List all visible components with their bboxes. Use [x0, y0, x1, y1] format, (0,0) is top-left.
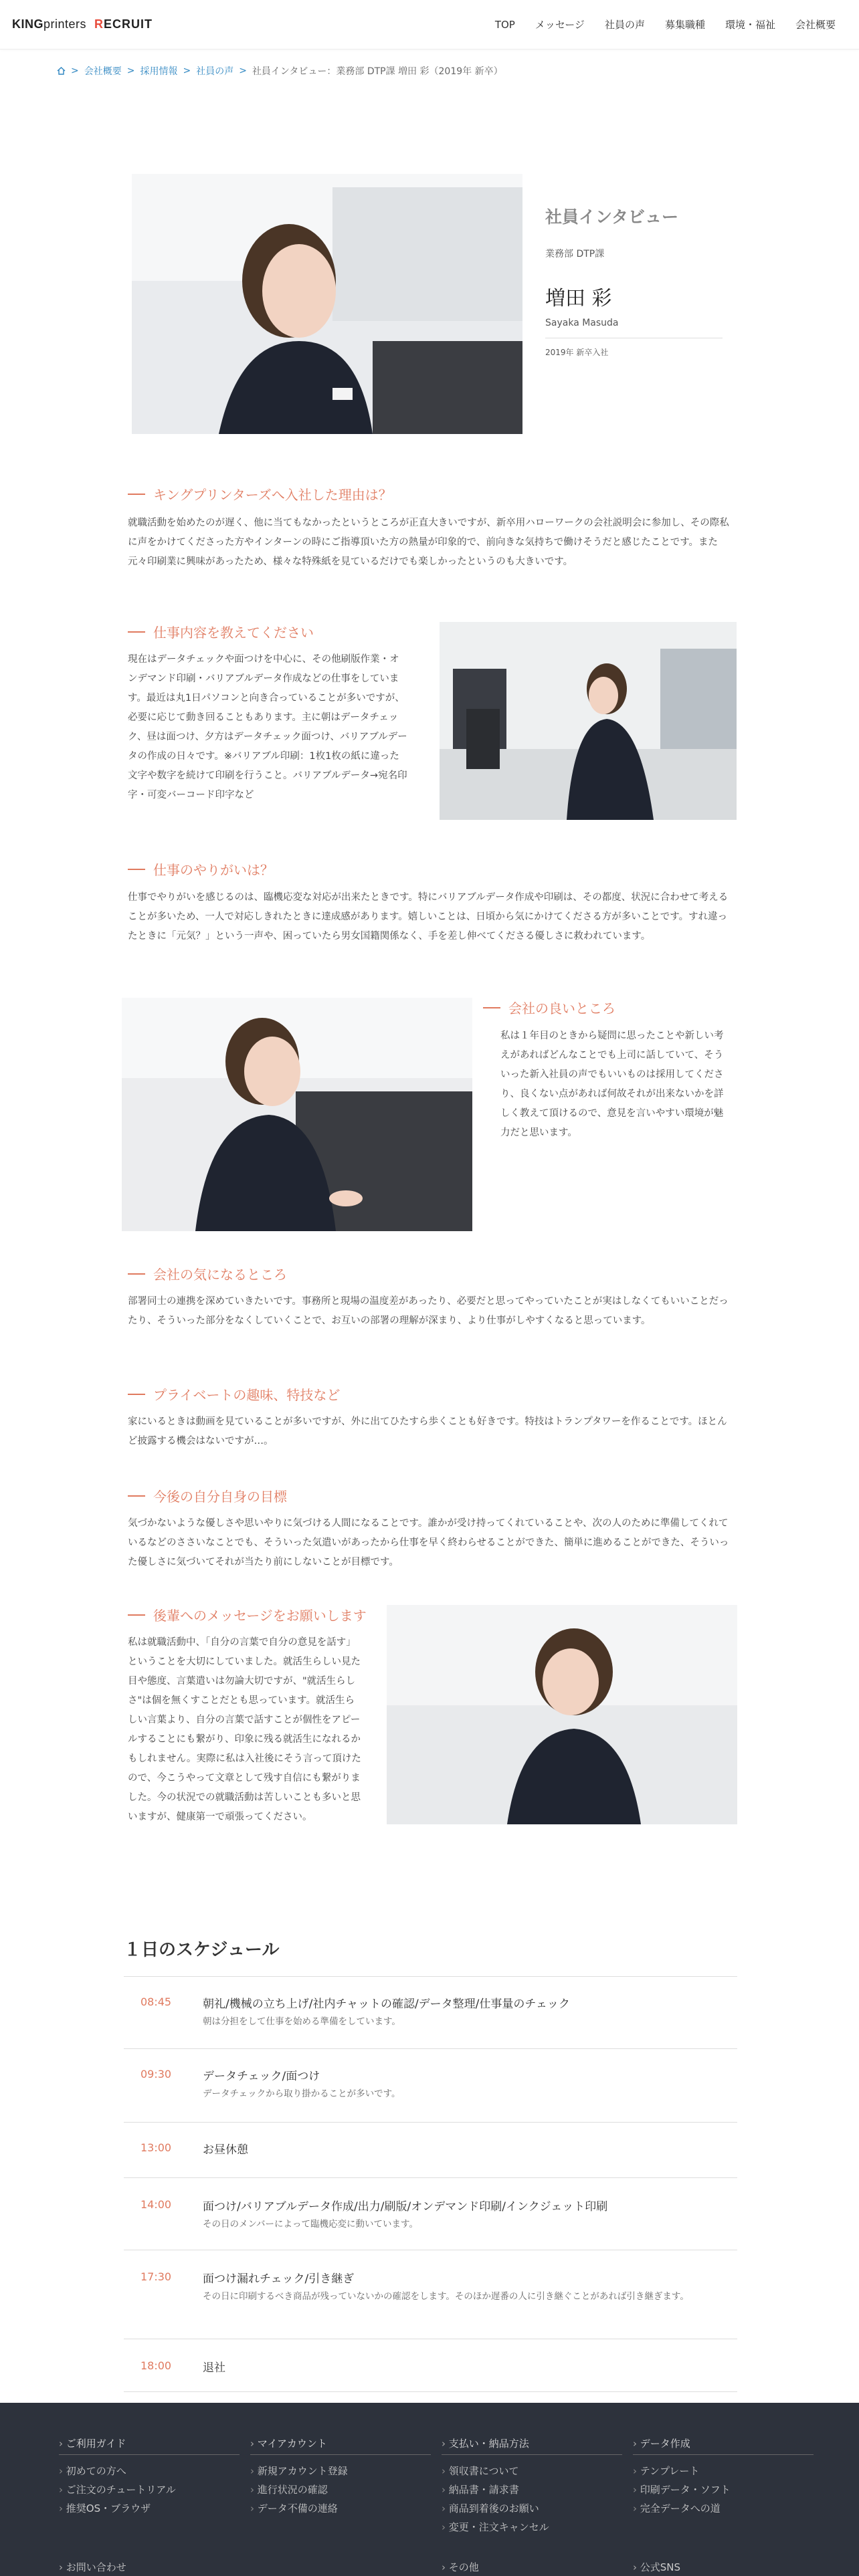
section-body: 私は就職活動中、「自分の言葉で自分の意見を話す」ということを大切にしていました。就活生らしい見た目や態度、言葉遣いは勿論大切ですが、"就活生らしさ"は個を無くすことだとも思っています。就活生らしい言葉より、自分の言葉で話すことが個性をアピールすることにも繋がり、印象に残る就活生になれるかもしれません。実際に私は入社後にそう言って頂けたので、今こうやって文章として残す自信にも繋がりました。今の状況での就職活動は苦しいことも多いと思いますが、健康第一で頑張ってください。 — [128, 1637, 361, 1822]
hero-dept: 業務部 DTP課 — [545, 249, 605, 259]
footer-other[interactable]: › その他 — [442, 2560, 479, 2574]
schedule-task: データチェック/面つけ — [203, 2070, 320, 2083]
work-photo — [440, 622, 737, 820]
nav-company[interactable]: 会社概要 — [795, 19, 836, 31]
office-photo — [122, 998, 472, 1231]
nav-message[interactable]: メッセージ — [535, 19, 585, 31]
footer-link[interactable]: › 完全データへの道 — [633, 2499, 814, 2518]
message-photo — [387, 1605, 737, 1824]
schedule-time: 17:30 — [140, 2270, 172, 2283]
section-heading: 今後の自分自身の目標 — [128, 1486, 287, 1505]
schedule-time: 08:45 — [140, 1996, 172, 2008]
section-heading: プライベートの趣味、特技など — [128, 1384, 340, 1404]
section-body: 現在はデータチェックや面つけを中心に、その他刷版作業・オンデマンド印刷・バリアブルデータ作成などの仕事をしています。最近は丸1日パソコンと向き合っていることが多いですが、必要に応じて動き回ることもあります。主に朝はデータチェック、昼は面つけ、夕方はデータチェック面つけ、バリアブルデータの作成の日々です。※バリアブル印刷：1枚1枚の紙に違った文字や数字を続けて印刷を行うこと。バリアブルデータ→宛名印字・可変バーコード印字など — [128, 654, 407, 800]
schedule-task: 面つけ漏れチェック/引き継ぎ — [203, 2272, 355, 2286]
section-body: 部署同士の連携を深めていきたいです。事務所と現場の温度差があったり、必要だと思ってやっていたことが実はしなくてもいいことだったり、そういった部分をなくしていくことで、お互いの部署の理解が深まり、より仕事がしやすくなると思っています。 — [128, 1296, 729, 1326]
schedule-task: お昼休憩 — [203, 2143, 248, 2157]
footer-col-data — [633, 2436, 814, 2518]
footer-link[interactable]: › 新規アカウント登録 — [250, 2462, 431, 2480]
footer-link[interactable]: › 納品書・請求書 — [442, 2480, 622, 2499]
schedule-note: データチェックから取り掛かることが多いです。 — [203, 2088, 401, 2099]
logo-recruit: RECRUIT — [94, 17, 153, 31]
home-icon[interactable] — [57, 67, 66, 75]
breadcrumb-voices[interactable]: 社員の声 — [196, 66, 234, 77]
schedule-row — [124, 2339, 737, 2392]
schedule-task: 朝礼/機械の立ち上げ/社内チャットの確認/データ整理/仕事量のチェック — [203, 1998, 570, 2011]
site-footer — [0, 2403, 859, 2576]
hero-photo — [132, 174, 522, 434]
schedule-time: 09:30 — [140, 2068, 172, 2080]
footer-link[interactable]: › 初めての方へ — [59, 2462, 240, 2480]
schedule-row — [124, 2177, 737, 2250]
joined-year: 2019年 新卒入社 — [545, 348, 609, 357]
footer-link[interactable]: › 商品到着後のお願い — [442, 2499, 622, 2518]
schedule-note: その日に印刷するべき商品が残っていないかの確認をします。そのほか遅番の人に引き継ぐことがあれば引き継ぎます。 — [203, 2291, 689, 2302]
nav-voices[interactable]: 社員の声 — [604, 19, 645, 31]
section-body: 仕事でやりがいを感じるのは、臨機応変な対応が出来たときです。特にバリアブルデータ作成や印刷は、その都度、状況に合わせて考えることが多いため、一人で対応しきれたときに達成感があります。嬉しいことは、日頃から気にかけてくださる方が多いことです。すれ違ったときに「元気？」という一声や、困っていたら男女国籍関係なく、手を差し伸べてくださる優しさに救われています。 — [128, 892, 729, 942]
section-heading: 会社の気になるところ — [128, 1264, 287, 1283]
footer-heading: › データ作成 — [633, 2436, 814, 2455]
breadcrumb-separator: > — [239, 66, 247, 76]
section-heading: 後輩へのメッセージをお願いします — [128, 1605, 367, 1624]
schedule-task: 退社 — [203, 2361, 225, 2375]
schedule-row — [124, 2122, 737, 2177]
section-heading: 会社の良いところ — [483, 998, 615, 1017]
hero-title: 社員インタビュー — [545, 207, 679, 227]
nav-top[interactable]: TOP — [494, 19, 515, 31]
footer-col-account — [250, 2436, 431, 2518]
footer-link[interactable]: › 印刷データ・ソフト — [633, 2480, 814, 2499]
section-heading: 仕事のやりがいは？ — [128, 859, 274, 879]
breadcrumb-company[interactable]: 会社概要 — [84, 66, 122, 77]
footer-link[interactable]: › ご注文のチュートリアル — [59, 2480, 240, 2499]
nav-jobs[interactable]: 募集職種 — [664, 19, 705, 31]
footer-col-guide — [59, 2436, 240, 2518]
logo-sub: printers — [43, 17, 87, 31]
schedule-row — [124, 2048, 737, 2122]
site-header — [0, 0, 859, 49]
footer-link[interactable]: › テンプレート — [633, 2462, 814, 2480]
logo-recruit-accent: R — [94, 17, 104, 31]
section-body: 気づかないような優しさや思いやりに気づける人間になることです。誰かが受け持ってくれていることや、次の人のために準備してくれているなどのささいなことでも、そういった気遣いがあったから仕事を早く終わらせることができた、簡単に進めることができた、そういった優しさに気づいてそれが当たり前にしないことが目標です。 — [128, 1518, 729, 1568]
section-heading: 仕事内容を教えてください — [128, 622, 314, 641]
employee-name: 増田 彩 — [545, 287, 612, 310]
schedule-title: １日のスケジュール — [124, 1940, 280, 1960]
footer-link[interactable]: › 変更・注文キャンセル — [442, 2518, 622, 2537]
footer-heading: › マイアカウント — [250, 2436, 431, 2455]
schedule-time: 18:00 — [140, 2359, 172, 2372]
employee-roman-name: Sayaka Masuda — [545, 318, 723, 338]
site-logo[interactable] — [12, 17, 153, 31]
section-heading: キングプリンターズへ入社した理由は？ — [128, 484, 392, 504]
schedule-row — [124, 2250, 737, 2339]
global-nav — [485, 17, 846, 32]
schedule-row — [124, 1976, 737, 2048]
footer-contact[interactable]: › お問い合わせ — [59, 2560, 126, 2574]
nav-environment[interactable]: 環境・福祉 — [725, 19, 775, 31]
footer-sns[interactable]: › 公式SNS — [633, 2560, 680, 2574]
breadcrumb-recruit[interactable]: 採用情報 — [140, 66, 178, 77]
breadcrumb-separator: > — [126, 66, 135, 76]
breadcrumb-separator: > — [71, 66, 79, 76]
section-body: 私は１年目のときから疑問に思ったことや新しい考えがあればどんなことでも上司に話していて、そういった新入社員の声でもいいものは採用してくださり、良くない点があれば何故それが出来ないかを詳しく教えて頂けるので、意見を言いやすい環境が魅力だと思います。 — [500, 1031, 724, 1138]
schedule-time: 13:00 — [140, 2141, 172, 2154]
section-body: 就職活動を始めたのが遅く、他に当てもなかったというところが正直大きいですが、新卒用ハローワークの会社説明会に参加し、その際私に声をかけてくださった方やインターンの時にご指導頂いた方の熱量が印象的で、前向きな気持ちで働けそうだと感じたことです。また元々印刷業に興味があったため、様々な特殊紙を見ているだけでも楽しかったというのも大きいです。 — [128, 518, 729, 567]
logo-main: KING — [12, 17, 43, 31]
schedule-note: 朝は分担をして仕事を始める準備をしています。 — [203, 2016, 401, 2027]
footer-link[interactable]: › データ不備の連絡 — [250, 2499, 431, 2518]
schedule-task: 面つけ/バリアブルデータ作成/出力/刷版/オンデマンド印刷/インクジェット印刷 — [203, 2200, 608, 2214]
footer-heading: › ご利用ガイド — [59, 2436, 240, 2455]
section-body: 家にいるときは動画を見ていることが多いですが、外に出てひたすら歩くことも好きです。特技はトランプタワーを作ることです。ほとんど披露する機会はないですが…。 — [128, 1416, 727, 1446]
footer-link[interactable]: › 推奨OS・ブラウザ — [59, 2499, 240, 2518]
footer-heading: › 支払い・納品方法 — [442, 2436, 622, 2455]
breadcrumb — [57, 64, 503, 78]
breadcrumb-current: 社員インタビュー：業務部 DTP課 増田 彩（2019年 新卒） — [252, 66, 503, 77]
hero-meta — [545, 204, 723, 358]
footer-link[interactable]: › 領収書について — [442, 2462, 622, 2480]
schedule-note: その日のメンバーによって臨機応変に動いています。 — [203, 2219, 418, 2230]
breadcrumb-separator: > — [183, 66, 191, 76]
schedule-time: 14:00 — [140, 2198, 172, 2211]
footer-col-payment — [442, 2436, 622, 2537]
footer-link[interactable]: › 進行状況の確認 — [250, 2480, 431, 2499]
